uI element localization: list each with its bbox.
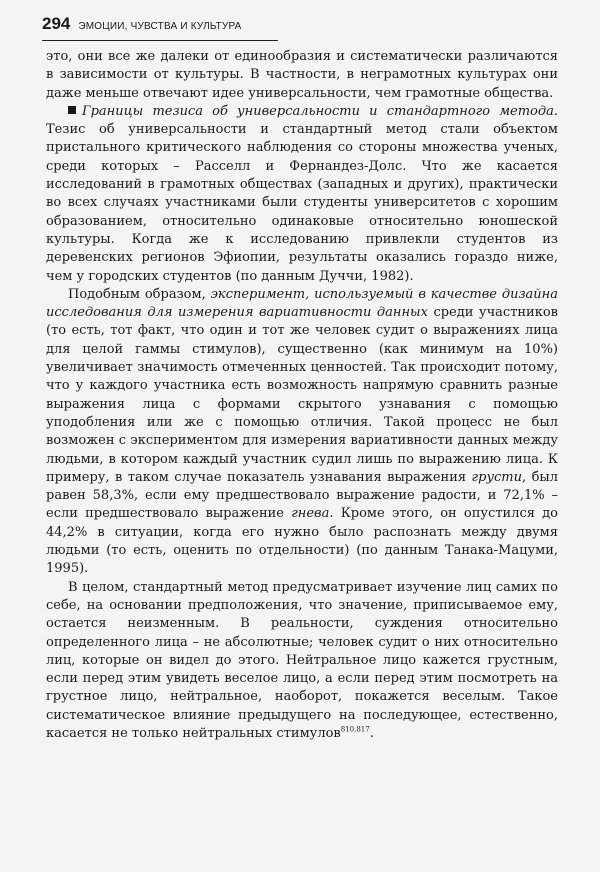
paragraph-4-text: В целом, стандартный метод предусматривает изучение лиц самих по себе, на основании предположения, что значение, приписываемое ему, остается неизменным. В реальности, суждения относительно определенного лица – не абсолютные; человек судит о них относительно лиц, которые он видел до этого. Нейтральное лицо кажется грустным, если перед этим увидеть веселое лицо, а если перед этим посмотреть на грустное лицо, нейтральное, наоборот, покажется веселым. Такое систематическое влияние предыдущего на последующее, естественно, касается не только нейтральных стимулов	[46, 579, 558, 741]
paragraph-4	[46, 579, 558, 744]
paragraph-1-text: это, они все же далеки от единообразия и систематически различаются в зависимости от культуры. В частности, в неграмотных культурах они даже меньше отвечают идее универсальности, чем грамотные общества.	[46, 49, 558, 101]
body-text	[46, 48, 558, 743]
paragraph-1	[46, 48, 558, 103]
running-head: ЭМОЦИИ, ЧУВСТВА И КУЛЬТУРА	[78, 21, 242, 32]
paragraph-3-emphasis-1: эксперимент, используемый в качестве дизайна исследования для измерения вариативности данных	[46, 286, 558, 321]
paragraph-2	[46, 103, 558, 286]
page-header	[42, 14, 278, 41]
paragraph-3-emphasis-2: грусти	[471, 469, 522, 485]
bullet-square-icon	[68, 106, 76, 114]
section-heading: Границы тезиса об универсальности и стандартного метода.	[82, 103, 558, 119]
paragraph-3-emphasis-3: гнева	[291, 506, 330, 522]
paragraph-2-text: Тезис об универсальности и стандартный метод стали объектом пристального критического наблюдения со стороны множества ученых, среди которых – Расселл и Фернандез-Долс. Что же касается исследований в грамотных обществах (западных и других), практически во всех случаях участниками были студенты университетов с хорошим образованием, относительно одинаковые относительно юношеской культуры. Когда же к исследованию привлекли студентов из деревенских регионов Эфиопии, результаты оказались гораздо ниже, чем у городских студентов (по данным Дуччи, 1982).	[46, 122, 558, 284]
footnote-references: 810,817	[340, 725, 370, 734]
paragraph-3-text-a: Подобным образом,	[68, 286, 211, 302]
paragraph-3-text-b: среди участников (то есть, тот факт, что один и тот же человек судит о выражениях лица для целой гаммы стимулов), существенно (как минимум на 10%) увеличивает значимость отмеченных ценностей. Так происходит потому, что у каждого участника есть возможность напрямую сравнить разные выражения лица с формами скрытого узнавания с помощью уподобления или же с помощью отличия. Такой процесс не был возможен с экспериментом для измерения вариативности данных между людьми, в котором каждый участник судил лишь по выражению лица. К примеру, в таком случае показатель узнавания выражения	[46, 305, 558, 485]
paragraph-4-end: .	[369, 725, 374, 741]
paragraph-3-text-d: . Кроме этого, он опустился до 44,2% в ситуации, когда его нужно было распознать между двумя людьми (то есть, оценить по отдельности) (по данным Танака-Мацуми, 1995).	[46, 506, 558, 577]
paragraph-3-text-c: , был равен 58,3%, если ему предшествовало выражение радости, и 72,1% – если предшествовало выражение	[46, 469, 559, 522]
paragraph-3	[46, 286, 558, 579]
page-number: 294	[42, 14, 71, 33]
